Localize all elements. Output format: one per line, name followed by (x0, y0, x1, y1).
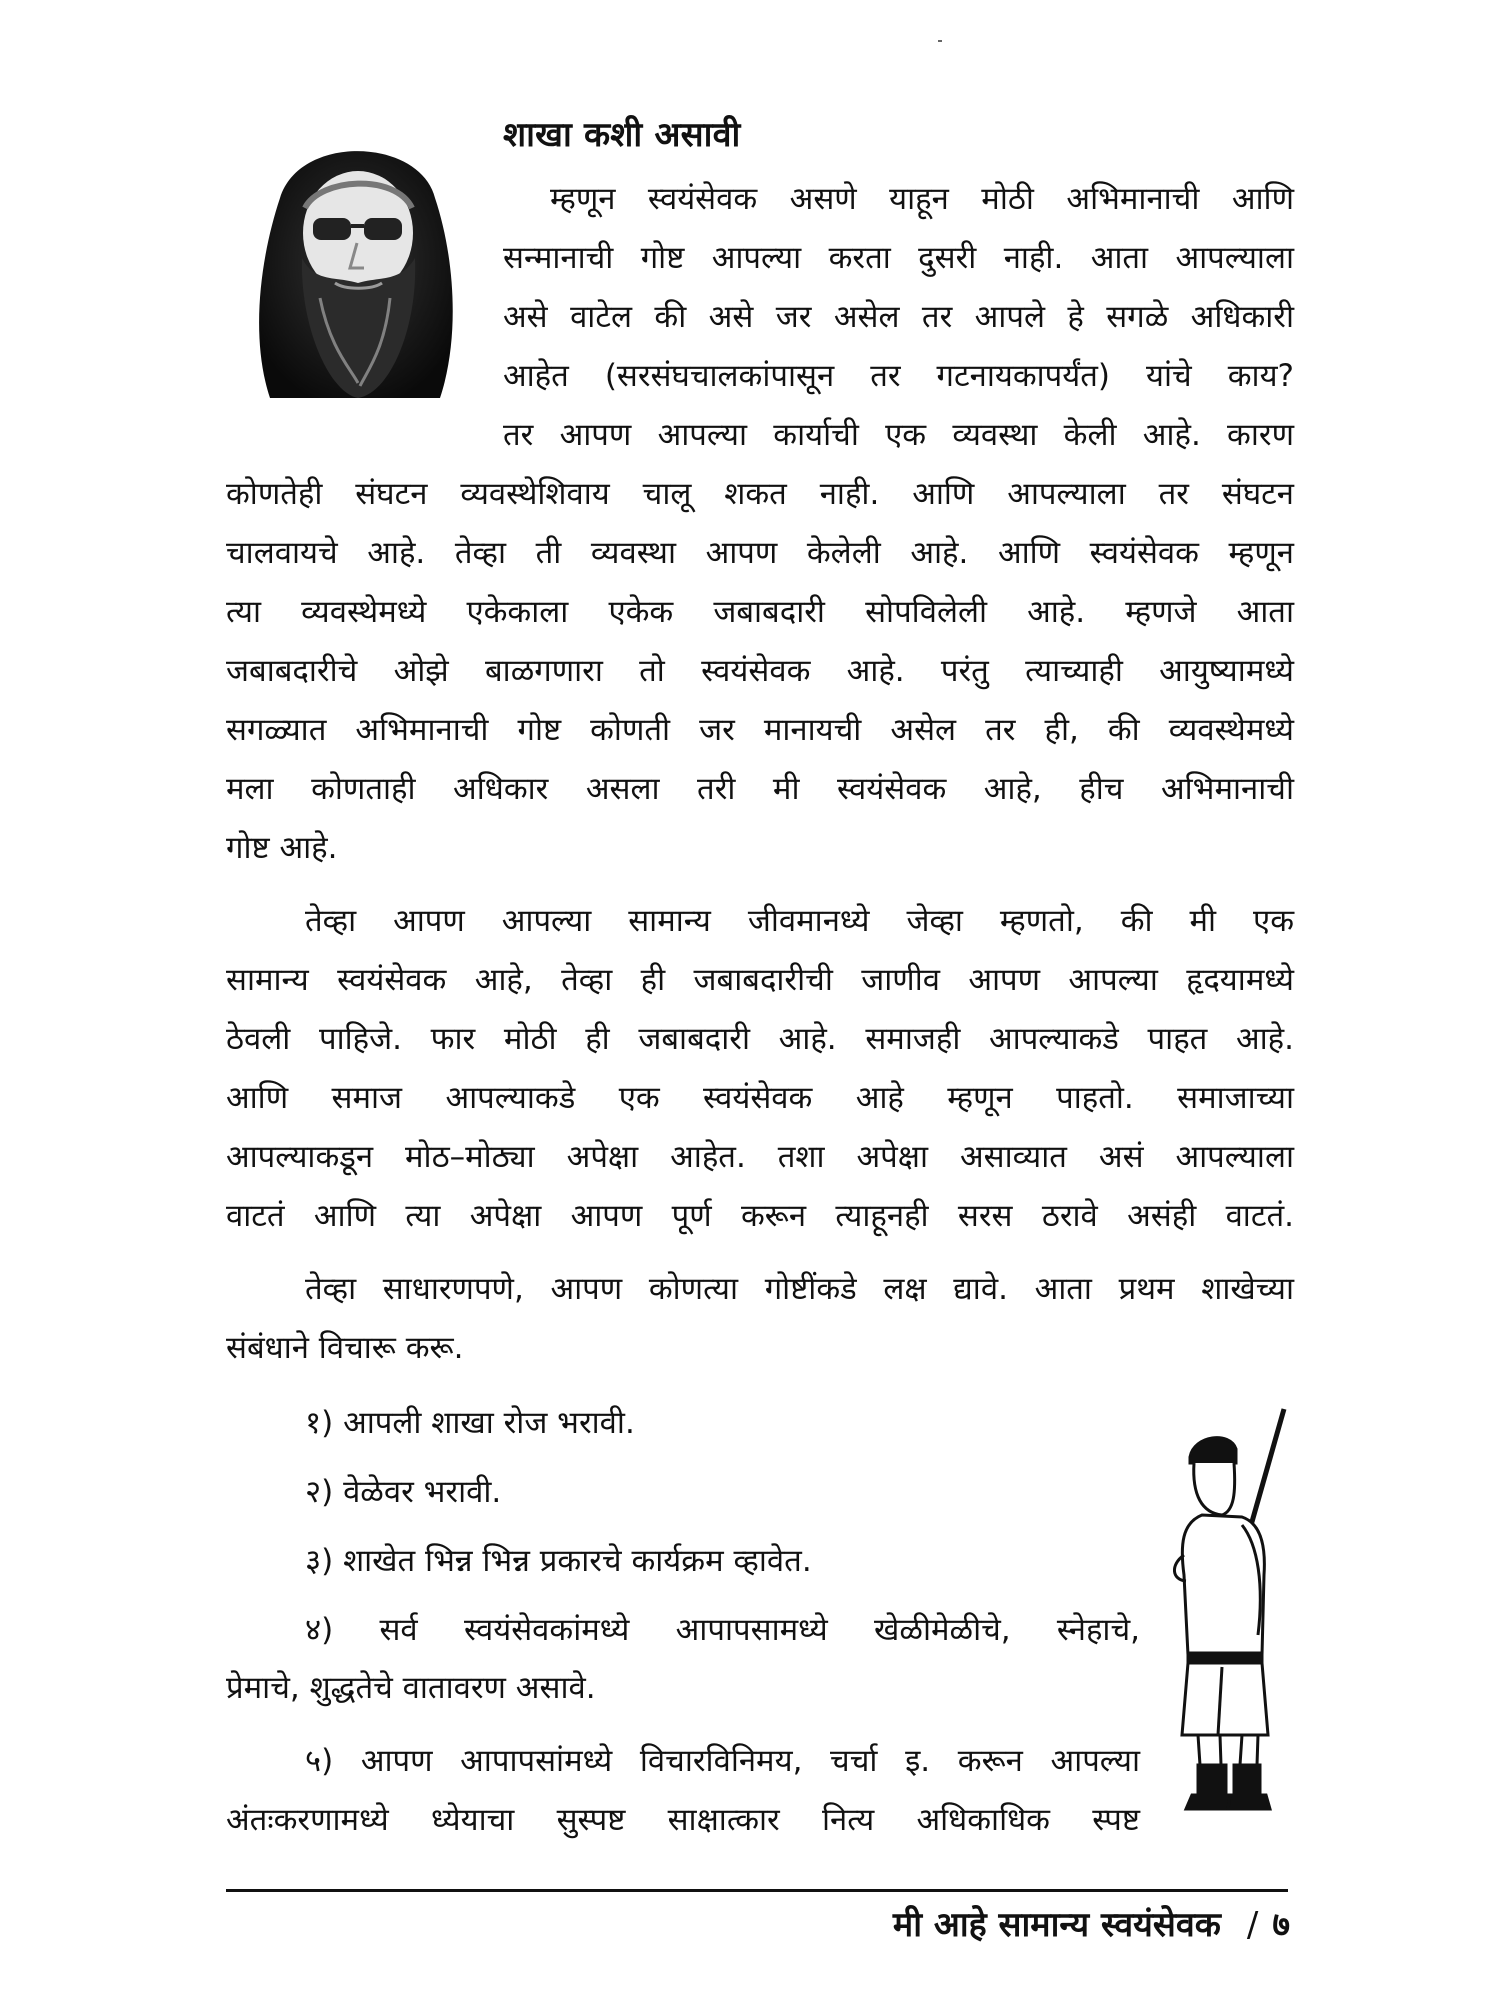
body-line: तर आपण आपल्या कार्याची एक व्यवस्था केली आहे. कारण (503, 417, 1294, 453)
book-title: मी आहे सामान्य स्वयंसेवक (892, 1905, 1221, 1945)
body-line: सामान्य स्वयंसेवक आहे, तेव्हा ही जबाबदारीची जाणीव आपण आपल्या हृदयामध्ये (226, 962, 1294, 998)
list-item: ५) आपण आपापसांमध्ये विचारविनिमय, चर्चा इ. करून आपल्या (305, 1743, 1140, 1779)
body-line: सगळ्यात अभिमानाची गोष्ट कोणती जर मानायची असेल तर ही, की व्यवस्थेमध्ये (226, 712, 1294, 748)
body-line: म्हणून स्वयंसेवक असणे याहून मोठी अभिमानाची आणि (550, 181, 1294, 217)
body-line: त्या व्यवस्थेमध्ये एकेकाला एकेक जबाबदारी सोपविलेली आहे. म्हणजे आता (226, 594, 1294, 630)
body-line: तेव्हा साधारणपणे, आपण कोणत्या गोष्टींकडे लक्ष द्यावे. आता प्रथम शाखेच्या (305, 1271, 1294, 1307)
list-item: ३) शाखेत भिन्न भिन्न प्रकारचे कार्यक्रम व्हावेत. (305, 1543, 812, 1579)
body-line: चालवायचे आहे. तेव्हा ती व्यवस्था आपण केलेली आहे. आणि स्वयंसेवक म्हणून (226, 535, 1294, 571)
body-line: सन्मानाची गोष्ट आपल्या करता दुसरी नाही. आता आपल्याला (503, 240, 1294, 276)
body-line: मला कोणताही अधिकार असला तरी मी स्वयंसेवक आहे, हीच अभिमानाची (226, 771, 1294, 807)
volunteer-figure-image (1172, 1405, 1302, 1825)
body-line: आहेत (सरसंघचालकांपासून तर गटनायकापर्यंत) यांचे काय? (503, 358, 1294, 394)
body-line: आणि समाज आपल्याकडे एक स्वयंसेवक आहे म्हणून पाहतो. समाजाच्या (226, 1080, 1294, 1116)
body-line: संबंधाने विचारू करू. (226, 1330, 464, 1366)
body-line: तेव्हा आपण आपल्या सामान्य जीवमानध्ये जेव्हा म्हणतो, की मी एक (305, 903, 1294, 939)
page-footer (893, 1900, 1290, 1946)
list-item: ४) सर्व स्वयंसेवकांमध्ये आपापसामध्ये खेळीमेळीचे, स्नेहाचे, (305, 1612, 1140, 1648)
list-item: २) वेळेवर भरावी. (305, 1474, 502, 1510)
section-heading: शाखा कशी असावी (503, 115, 741, 155)
scan-speck (938, 40, 942, 42)
list-item: १) आपली शाखा रोज भरावी. (305, 1405, 635, 1441)
footer-rule (226, 1889, 1288, 1892)
body-line: गोष्ट आहे. (226, 830, 338, 866)
portrait-image (240, 108, 470, 408)
body-line: वाटतं आणि त्या अपेक्षा आपण पूर्ण करून त्याहूनही सरस ठरावे असंही वाटतं. (226, 1198, 1294, 1234)
body-line: ठेवली पाहिजे. फार मोठी ही जबाबदारी आहे. समाजही आपल्याकडे पाहत आहे. (226, 1021, 1294, 1057)
body-line: असे वाटेल की असे जर असेल तर आपले हे सगळे अधिकारी (503, 299, 1294, 335)
list-item-continuation: प्रेमाचे, शुद्धतेचे वातावरण असावे. (226, 1670, 596, 1706)
list-item-continuation: अंतःकरणामध्ये ध्येयाचा सुस्पष्ट साक्षात्कार नित्य अधिकाधिक स्पष्ट (226, 1802, 1140, 1838)
body-line: कोणतेही संघटन व्यवस्थेशिवाय चालू शकत नाही. आणि आपल्याला तर संघटन (226, 476, 1294, 512)
body-line: आपल्याकडून मोठ–मोठ्या अपेक्षा आहेत. तशा अपेक्षा असाव्यात असं आपल्याला (226, 1139, 1294, 1175)
footer-separator: / (1246, 1905, 1259, 1945)
page-number: ७ (1272, 1905, 1290, 1945)
body-line: जबाबदारीचे ओझे बाळगणारा तो स्वयंसेवक आहे. परंतु त्याच्याही आयुष्यामध्ये (226, 653, 1294, 689)
